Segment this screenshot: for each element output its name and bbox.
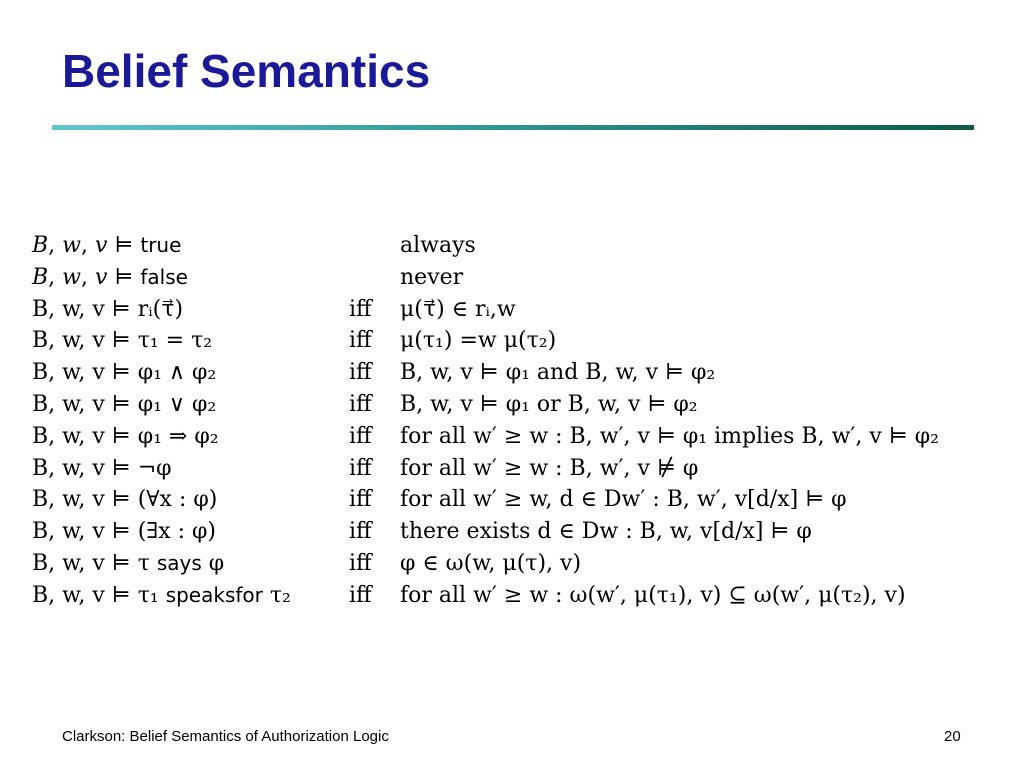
lhs-prefix: B, w, v ⊨ τ₁ <box>32 582 166 608</box>
row-iff: iff <box>349 391 372 417</box>
row-rhs: φ ∈ ω(w, μ(τ), v) <box>400 550 582 576</box>
semantics-row <box>32 548 1022 580</box>
semantics-row <box>32 516 1022 548</box>
semantics-row <box>32 325 1022 357</box>
slide-title: Belief Semantics <box>62 45 431 97</box>
row-iff: iff <box>349 328 372 354</box>
semantics-row <box>32 294 1022 326</box>
row-lhs: B, w, v ⊨ ¬φ <box>32 455 172 481</box>
row-lhs: B, w, v ⊨ τ₁ = τ₂ <box>32 328 213 354</box>
row-rhs: for all w′ ≥ w, d ∈ Dw′ : B, w′, v[d/x] ⊨ φ <box>400 487 847 513</box>
row-iff: iff <box>349 296 372 322</box>
row-lhs: B, w, v ⊨ φ₁ ⇒ φ₂ <box>32 423 219 449</box>
row-iff: iff <box>349 455 372 481</box>
title-underline <box>52 125 974 130</box>
lhs-prefix: B, w, v ⊨ τ <box>32 550 157 576</box>
row-rhs: never <box>400 264 464 290</box>
row-rhs: B, w, v ⊨ φ₁ and B, w, v ⊨ φ₂ <box>400 360 716 386</box>
semantics-row <box>32 453 1022 485</box>
row-rhs: always <box>400 233 476 258</box>
semantics-row <box>32 484 1022 516</box>
semantics-row <box>32 357 1022 389</box>
row-iff: iff <box>349 360 372 386</box>
row-lhs <box>32 548 224 580</box>
row-iff: iff <box>349 550 372 576</box>
row-iff: iff <box>349 582 372 608</box>
row-lhs: B, w, v ⊨ φ₁ ∧ φ₂ <box>32 360 217 386</box>
row-rhs: B, w, v ⊨ φ₁ or B, w, v ⊨ φ₂ <box>400 391 698 417</box>
row-lhs: B, w, v ⊨ rᵢ(τ⃗) <box>32 296 184 322</box>
row-iff: iff <box>349 487 372 513</box>
lhs-keyword: false <box>140 264 188 289</box>
row-lhs: B, w, v ⊨ φ₁ ∨ φ₂ <box>32 391 217 417</box>
lhs-keyword: speaksfor <box>165 582 263 607</box>
lhs-suffix: φ <box>201 550 225 576</box>
semantics-row <box>32 389 1022 421</box>
row-lhs: B, w, v ⊨ (∃x : φ) <box>32 519 217 545</box>
lhs-suffix: τ₂ <box>262 582 291 608</box>
semantics-row <box>32 262 1022 294</box>
lhs-keyword: says <box>156 550 202 575</box>
row-rhs: for all w′ ≥ w : B, w′, v ⊭ φ <box>400 455 699 481</box>
row-lhs: B, w, v ⊨ (∀x : φ) <box>32 487 218 513</box>
row-rhs: μ(τ⃗) ∈ rᵢ,w <box>400 296 516 322</box>
semantics-row <box>32 230 1022 262</box>
page-number: 20 <box>944 728 961 745</box>
row-lhs: B, w, v ⊨ false <box>32 264 188 290</box>
row-rhs: there exists d ∈ Dw : B, w, v[d/x] ⊨ φ <box>400 519 812 545</box>
semantics-row <box>32 580 1022 612</box>
row-rhs: for all w′ ≥ w : B, w′, v ⊨ φ₁ implies B, w′, v ⊨ φ₂ <box>400 423 939 449</box>
row-rhs: μ(τ₁) =w μ(τ₂) <box>400 328 557 354</box>
row-lhs: B, w, v ⊨ true <box>32 233 182 258</box>
row-iff: iff <box>349 423 372 449</box>
row-lhs <box>32 580 291 612</box>
lhs-keyword: true <box>140 233 182 257</box>
semantics-table <box>32 230 1022 612</box>
row-iff: iff <box>349 519 372 545</box>
row-rhs: for all w′ ≥ w : ω(w′, μ(τ₁), v) ⊆ ω(w′, μ(τ₂), v) <box>400 582 906 608</box>
semantics-row <box>32 421 1022 453</box>
slide-footer: Clarkson: Belief Semantics of Authorization Logic <box>62 728 389 745</box>
